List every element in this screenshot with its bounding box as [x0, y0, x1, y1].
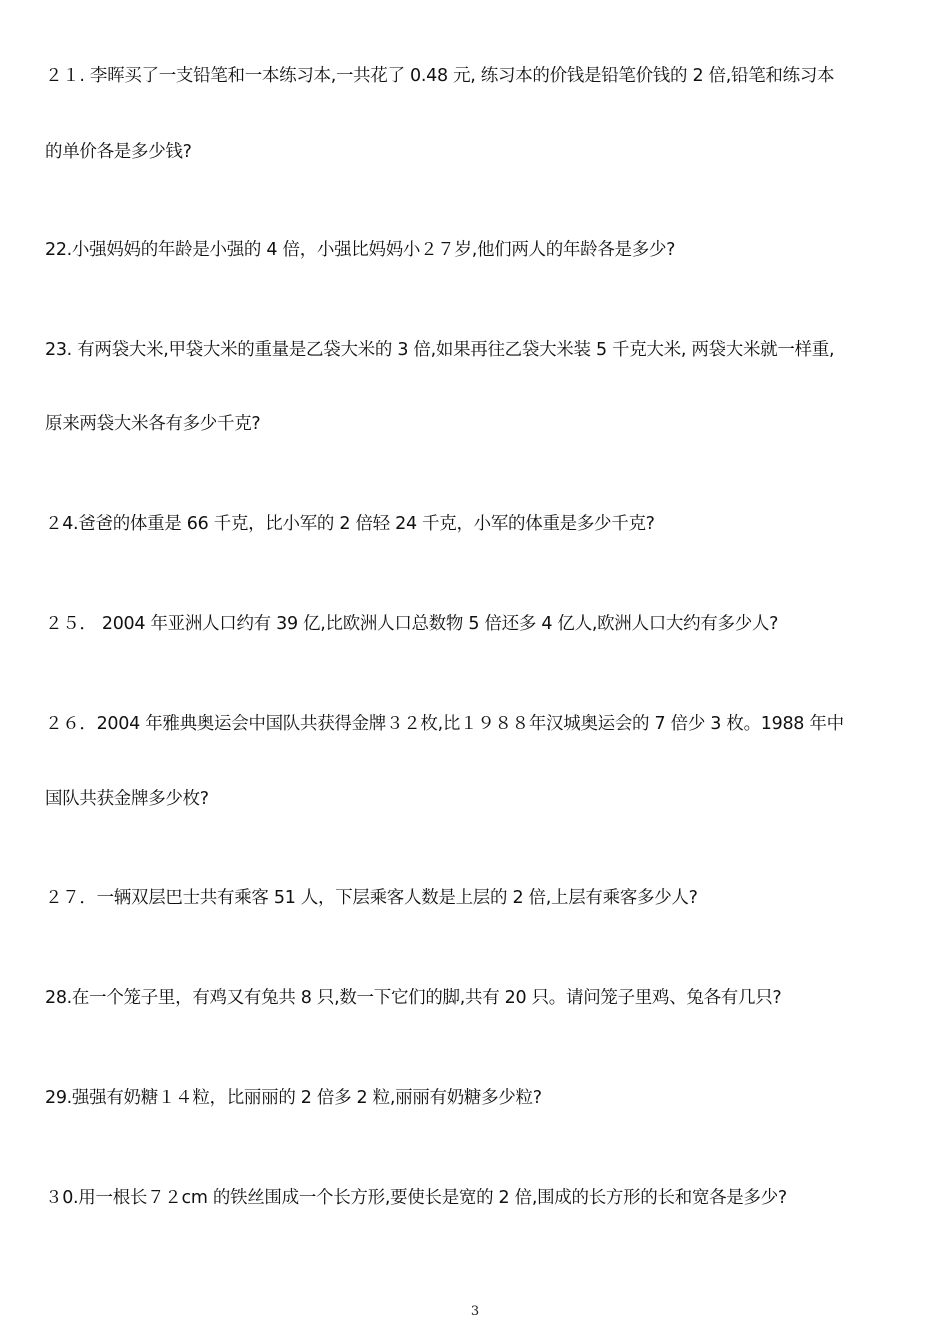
problem-23-line-1: 23. 有两袋大米,甲袋大米的重量是乙袋大米的 3 倍,如果再往乙袋大米装 5 千克大米, 两袋大米就一样重,	[45, 340, 835, 360]
problem-21-line-2: 的单价各是多少钱?	[45, 142, 192, 162]
problem-27-line-1: ２７．一辆双层巴士共有乘客 51 人，下层乘客人数是上层的 2 倍,上层有乘客多少人?	[45, 888, 698, 908]
page-number: 3	[470, 1304, 480, 1319]
problem-29-line-1: 29.强强有奶糖１４粒，比丽丽的 2 倍多 2 粒,丽丽有奶糖多少粒?	[45, 1088, 542, 1108]
problem-21-line-1: ２１. 李晖买了一支铅笔和一本练习本,一共花了 0.48 元, 练习本的价钱是铅笔价钱的 2 倍,铅笔和练习本	[45, 66, 835, 86]
problem-26-line-2: 国队共获金牌多少枚?	[45, 789, 209, 809]
problem-24-line-1: ２4.爸爸的体重是 66 千克，比小军的 2 倍轻 24 千克，小军的体重是多少千克?	[45, 514, 655, 534]
problem-25-line-1: ２５． 2004 年亚洲人口约有 39 亿,比欧洲人口总数物 5 倍还多 4 亿人,欧洲人口大约有多少人?	[45, 614, 779, 634]
problem-23-line-2: 原来两袋大米各有多少千克?	[45, 414, 261, 434]
problem-26-line-1: ２６．2004 年雅典奥运会中国队共获得金牌３２枚,比１９８８年汉城奥运会的 7 倍少 3 枚。1988 年中	[45, 714, 844, 734]
problem-30-line-1: ３0.用一根长７２cm 的铁丝围成一个长方形,要使长是宽的 2 倍,围成的长方形的长和宽各是多少?	[45, 1188, 787, 1208]
problem-28-line-1: 28.在一个笼子里，有鸡又有兔共 8 只,数一下它们的脚,共有 20 只。请问笼子里鸡、兔各有几只?	[45, 988, 782, 1008]
problem-22-line-1: 22.小强妈妈的年龄是小强的 4 倍，小强比妈妈小２７岁,他们两人的年龄各是多少?	[45, 240, 676, 260]
